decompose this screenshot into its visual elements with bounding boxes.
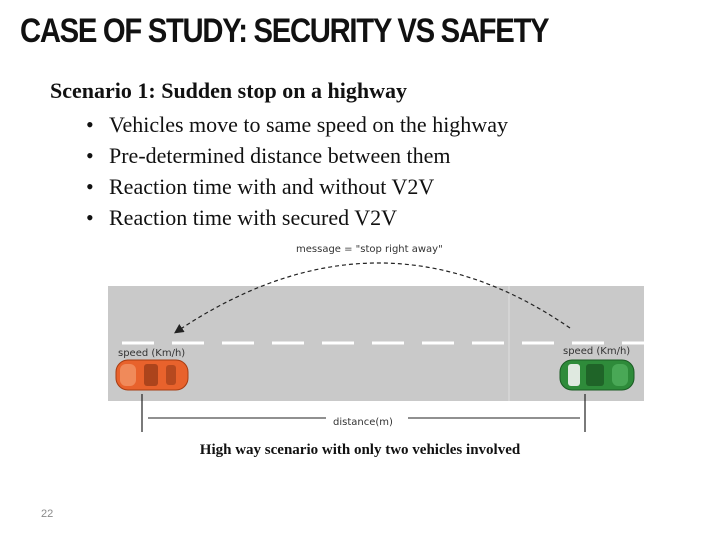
bullet-dot-icon: • xyxy=(86,112,94,137)
bullet-item xyxy=(86,171,508,202)
scenario-heading: Scenario 1: Sudden stop on a highway xyxy=(50,78,407,103)
bullet-text: Pre-determined distance between them xyxy=(109,143,451,168)
bullet-dot-icon: • xyxy=(86,205,94,230)
bullet-item xyxy=(86,140,508,171)
page-number: 22 xyxy=(41,508,54,520)
slide-title: CASE OF STUDY: SECURITY VS SAFETY xyxy=(20,12,549,50)
highway-scenario-figure xyxy=(108,236,644,436)
distance-label: distance(m) xyxy=(333,417,393,428)
left-speed-label: speed (Km/h) xyxy=(118,348,186,359)
bullet-item xyxy=(86,109,508,140)
bullet-dot-icon: • xyxy=(86,174,94,199)
bullet-text: Reaction time with secured V2V xyxy=(109,205,397,230)
bullet-list xyxy=(86,109,508,233)
orange-car-icon xyxy=(116,360,188,390)
bullet-text: Reaction time with and without V2V xyxy=(109,174,435,199)
bullet-text: Vehicles move to same speed on the highway xyxy=(109,112,508,137)
right-speed-label: speed (Km/h) xyxy=(563,346,631,357)
figure-caption: High way scenario with only two vehicles involved xyxy=(199,442,521,458)
bullet-dot-icon: • xyxy=(86,143,94,168)
bullet-item xyxy=(86,202,508,233)
message-label: message = "stop right away" xyxy=(296,244,443,255)
green-car-icon xyxy=(560,360,634,390)
